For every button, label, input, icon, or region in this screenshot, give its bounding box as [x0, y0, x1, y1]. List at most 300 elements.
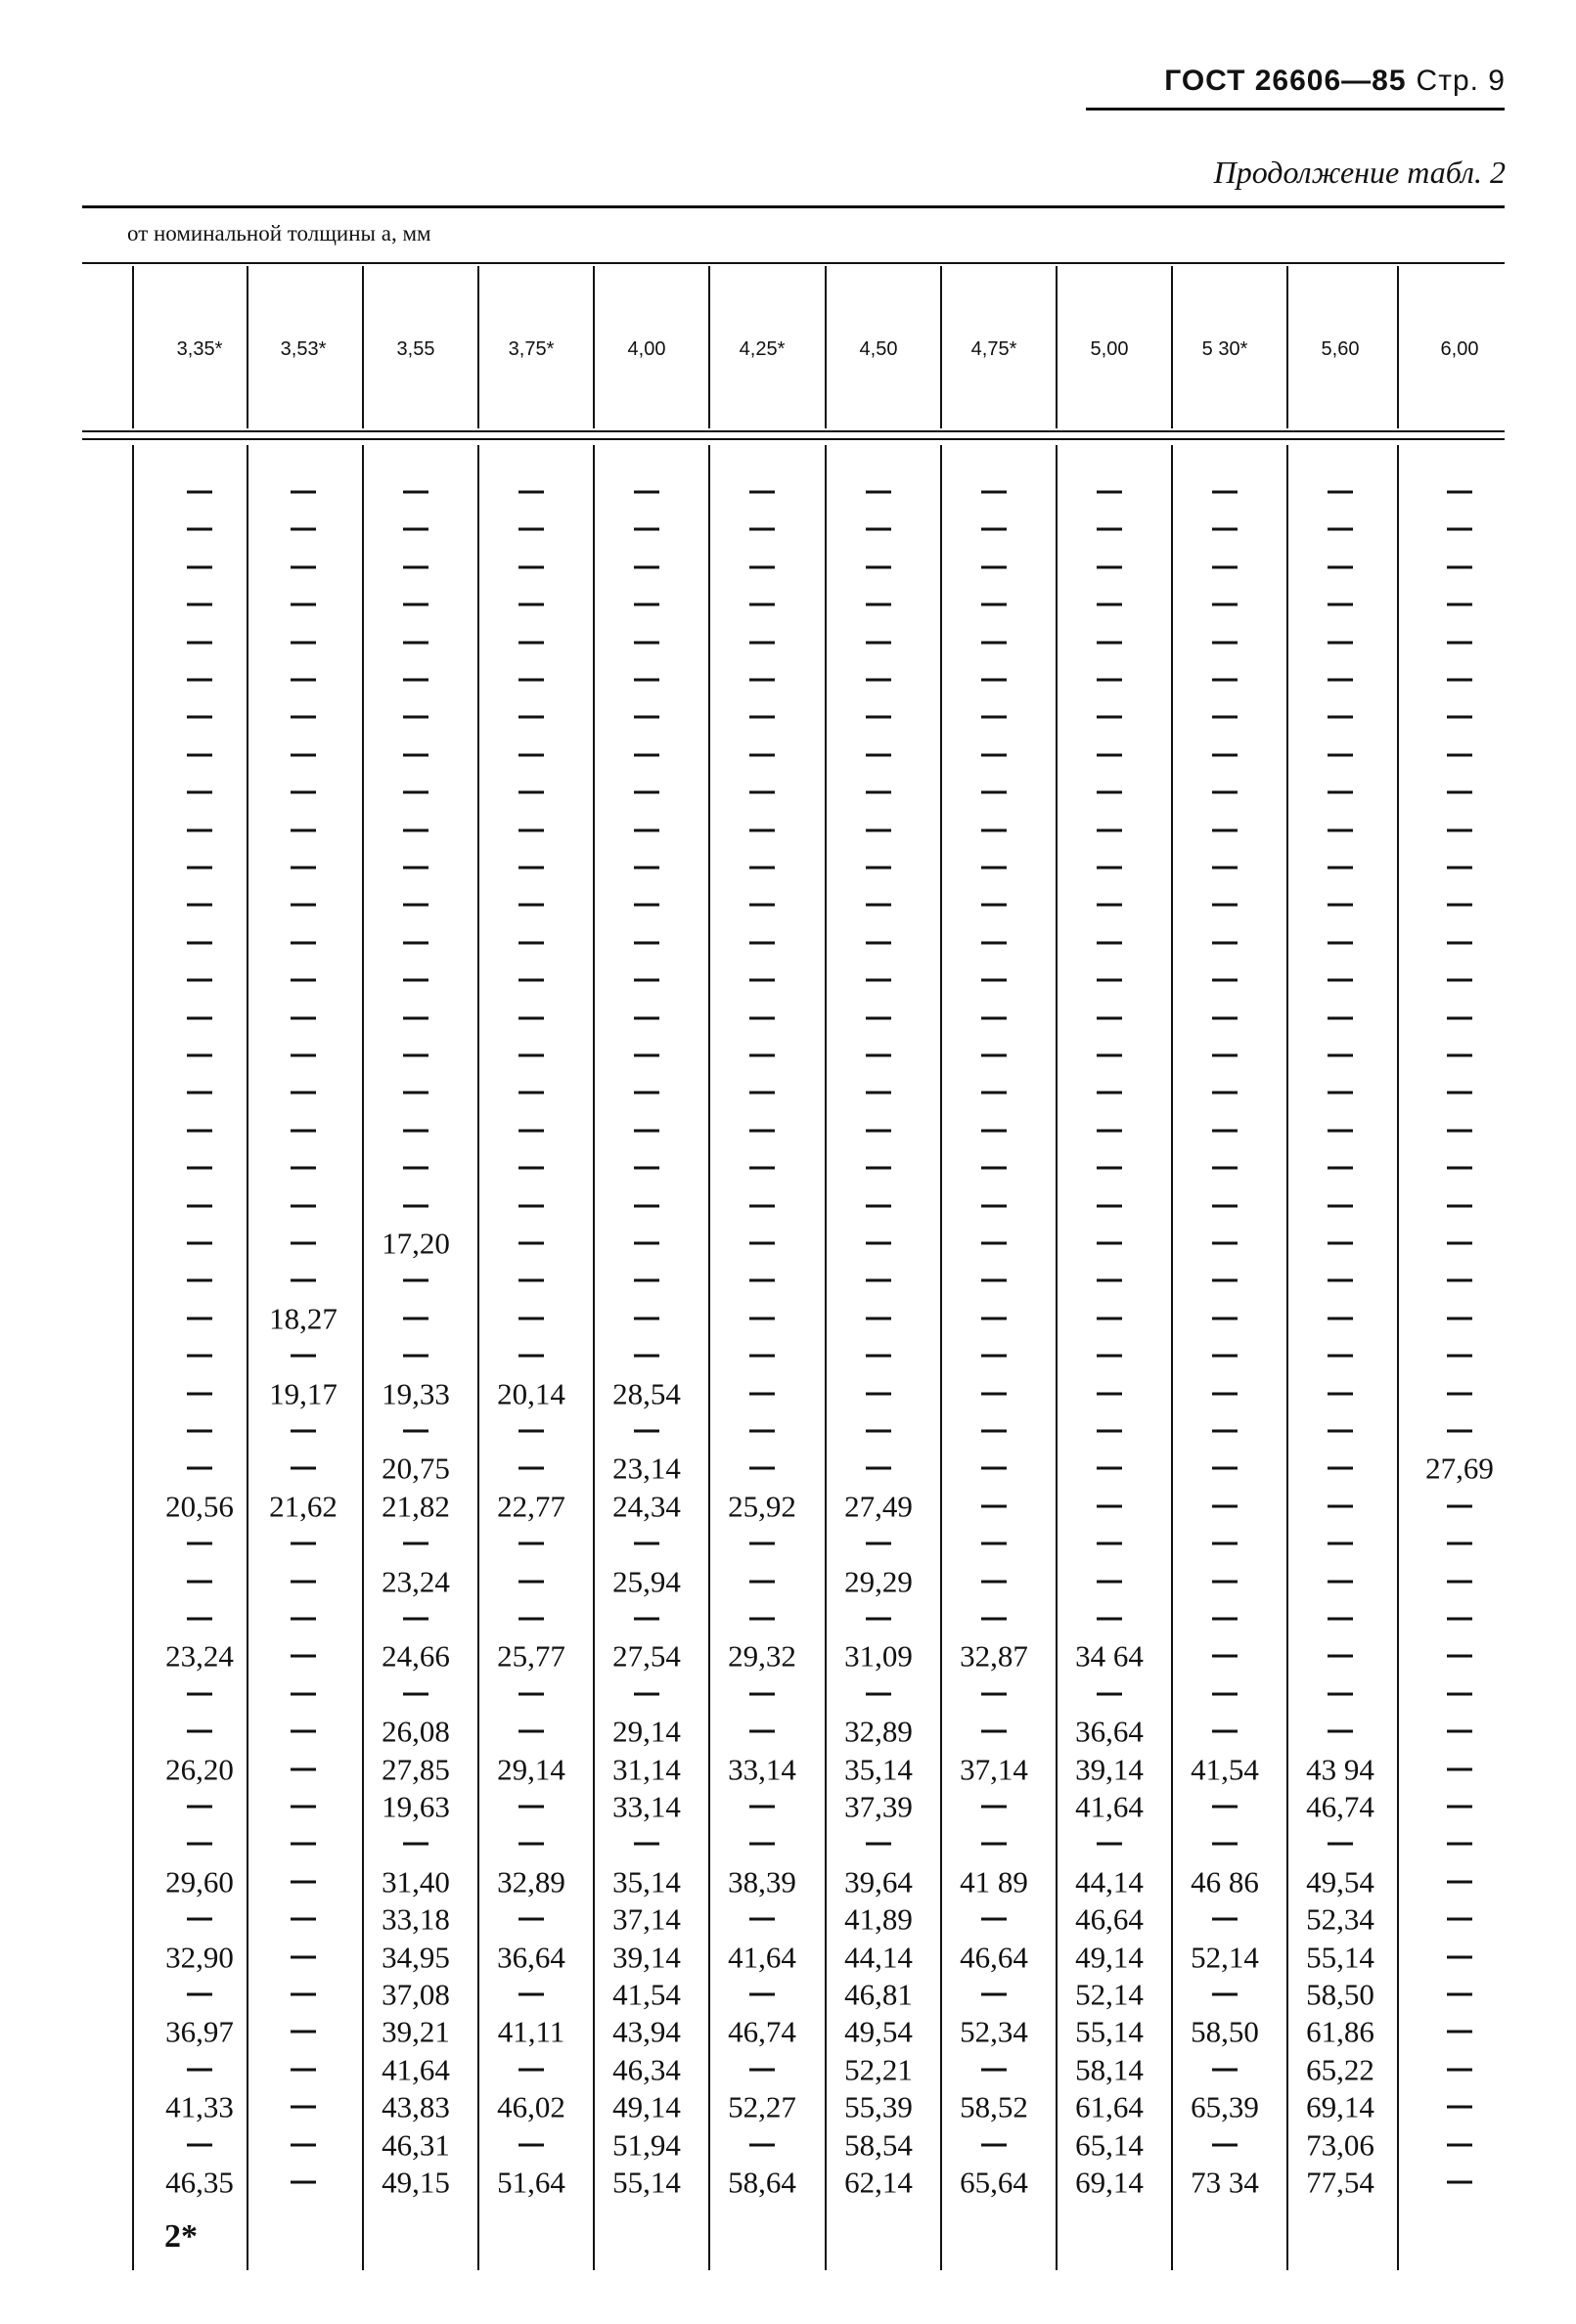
- table-cell: 52,14: [1191, 1940, 1259, 1975]
- dash-mark: [749, 1204, 775, 1207]
- dash-mark: [1212, 679, 1238, 682]
- dash-mark: [1097, 791, 1122, 794]
- dash-mark: [291, 1129, 316, 1132]
- dash-mark: [1328, 641, 1353, 644]
- column-header: 3,35*: [176, 338, 223, 360]
- dash-mark: [1447, 716, 1472, 719]
- dash-mark: [518, 1204, 544, 1207]
- dash-mark: [518, 491, 544, 494]
- dash-mark: [187, 1580, 212, 1583]
- dash-mark: [187, 1129, 212, 1132]
- header-rule-upper: [82, 430, 1505, 432]
- dash-mark: [187, 1993, 212, 1996]
- table-cell: 29,60: [165, 1864, 234, 1899]
- dash-mark: [749, 1242, 775, 1245]
- dash-mark: [981, 941, 1007, 944]
- dash-mark: [749, 1580, 775, 1583]
- dash-mark: [1097, 528, 1122, 531]
- dash-mark: [981, 1843, 1007, 1846]
- table-cell: 20,75: [382, 1451, 450, 1486]
- table-cell: 52,34: [960, 2014, 1028, 2049]
- table-cell: 58,50: [1191, 2014, 1259, 2049]
- dash-mark: [1328, 716, 1353, 719]
- dash-mark: [1097, 1392, 1122, 1395]
- dash-mark: [187, 1016, 212, 1019]
- dash-mark: [866, 603, 891, 606]
- dash-mark: [187, 1806, 212, 1809]
- dash-mark: [1328, 1618, 1353, 1621]
- dash-mark: [187, 2068, 212, 2071]
- dash-mark: [518, 1129, 544, 1132]
- dash-mark: [981, 1054, 1007, 1057]
- dash-mark: [291, 1204, 316, 1207]
- dash-mark: [187, 828, 212, 831]
- dash-mark: [403, 828, 428, 831]
- dash-mark: [518, 979, 544, 982]
- dash-mark: [634, 1016, 659, 1019]
- dash-mark: [1328, 1167, 1353, 1170]
- document-header: [1164, 65, 1506, 98]
- dash-mark: [291, 491, 316, 494]
- column-divider: [247, 445, 248, 2270]
- dash-mark: [403, 1692, 428, 1695]
- dash-mark: [1212, 1806, 1238, 1809]
- dash-mark: [1212, 603, 1238, 606]
- dash-mark: [1097, 753, 1122, 756]
- dash-mark: [403, 679, 428, 682]
- dash-mark: [291, 1767, 316, 1770]
- table-cell: 36,97: [165, 2014, 234, 2049]
- table-cell: 36,64: [1075, 1714, 1144, 1749]
- dash-mark: [1212, 1618, 1238, 1621]
- table-cell: 62,14: [844, 2165, 913, 2200]
- column-divider: [362, 445, 364, 2270]
- dash-mark: [749, 679, 775, 682]
- dash-mark: [518, 528, 544, 531]
- dash-mark: [634, 1692, 659, 1695]
- dash-mark: [1097, 1242, 1122, 1245]
- dash-mark: [981, 753, 1007, 756]
- dash-mark: [403, 1618, 428, 1621]
- dash-mark: [634, 565, 659, 568]
- column-divider: [1056, 445, 1058, 2270]
- dash-mark: [749, 904, 775, 907]
- table-cell: 65,14: [1075, 2127, 1144, 2163]
- dash-mark: [518, 1092, 544, 1095]
- dash-mark: [291, 1279, 316, 1282]
- dash-mark: [291, 2106, 316, 2109]
- table-cell: 41,64: [728, 1940, 796, 1975]
- dash-mark: [403, 791, 428, 794]
- dash-mark: [1447, 2068, 1472, 2071]
- dash-mark: [866, 828, 891, 831]
- table-cell: 39,14: [612, 1940, 681, 1975]
- table-cell: 41 89: [960, 1864, 1028, 1899]
- dash-mark: [518, 1542, 544, 1545]
- header-column-divider: [1397, 266, 1399, 428]
- column-divider: [1171, 445, 1173, 2270]
- dash-mark: [187, 753, 212, 756]
- dash-mark: [866, 528, 891, 531]
- dash-mark: [981, 867, 1007, 870]
- dash-mark: [291, 867, 316, 870]
- table-cell: 46,64: [1075, 1901, 1144, 1937]
- dash-mark: [403, 1843, 428, 1846]
- dash-mark: [749, 1692, 775, 1695]
- table-title: Продолжение табл. 2: [1213, 155, 1506, 190]
- dash-mark: [1097, 1467, 1122, 1470]
- dash-mark: [403, 1430, 428, 1433]
- table-cell: 37,14: [612, 1901, 681, 1937]
- dash-mark: [187, 941, 212, 944]
- dash-mark: [291, 1993, 316, 1996]
- header-column-divider: [708, 266, 710, 428]
- table-cell: 29,32: [728, 1638, 796, 1674]
- dash-mark: [634, 1542, 659, 1545]
- dash-mark: [291, 1806, 316, 1809]
- dash-mark: [1447, 979, 1472, 982]
- dash-mark: [749, 791, 775, 794]
- dash-mark: [1097, 565, 1122, 568]
- table-cell: 33,14: [728, 1752, 796, 1787]
- dash-mark: [1097, 867, 1122, 870]
- dash-mark: [1212, 491, 1238, 494]
- dash-mark: [1328, 1692, 1353, 1695]
- header-rule: [1086, 108, 1505, 111]
- dash-mark: [1212, 791, 1238, 794]
- dash-mark: [1212, 1242, 1238, 1245]
- dash-mark: [1328, 528, 1353, 531]
- table-cell: 77,54: [1306, 2165, 1374, 2200]
- column-divider: [1397, 445, 1399, 2270]
- dash-mark: [403, 641, 428, 644]
- header-column-divider: [1286, 266, 1288, 428]
- dash-mark: [1097, 491, 1122, 494]
- dash-mark: [291, 528, 316, 531]
- table-cell: 31,14: [612, 1752, 681, 1787]
- dash-mark: [981, 1167, 1007, 1170]
- dash-mark: [981, 1730, 1007, 1733]
- dash-mark: [634, 528, 659, 531]
- dash-mark: [981, 1542, 1007, 1545]
- dash-mark: [1328, 1016, 1353, 1019]
- dash-mark: [518, 753, 544, 756]
- dash-mark: [187, 979, 212, 982]
- dash-mark: [1447, 2181, 1472, 2184]
- dash-mark: [1447, 867, 1472, 870]
- dash-mark: [291, 1167, 316, 1170]
- table-cell: 44,14: [844, 1940, 913, 1975]
- dash-mark: [1447, 1880, 1472, 1883]
- column-header: 3,55: [396, 338, 435, 360]
- dash-mark: [866, 641, 891, 644]
- dash-mark: [518, 603, 544, 606]
- dash-mark: [518, 867, 544, 870]
- table-cell: 51,94: [612, 2127, 681, 2163]
- column-divider: [477, 445, 479, 2270]
- dash-mark: [981, 1993, 1007, 1996]
- dash-mark: [981, 1242, 1007, 1245]
- table-cell: 69,14: [1306, 2089, 1374, 2124]
- dash-mark: [1328, 1580, 1353, 1583]
- dash-mark: [634, 641, 659, 644]
- table-cell: 28,54: [612, 1376, 681, 1411]
- dash-mark: [866, 1467, 891, 1470]
- dash-mark: [749, 979, 775, 982]
- dash-mark: [187, 491, 212, 494]
- table-cell: 32,89: [497, 1864, 565, 1899]
- dash-mark: [981, 2068, 1007, 2071]
- dash-mark: [866, 1355, 891, 1358]
- dash-mark: [1097, 828, 1122, 831]
- table-cell: 73,06: [1306, 2127, 1374, 2163]
- dash-mark: [403, 1542, 428, 1545]
- dash-mark: [187, 1092, 212, 1095]
- table-cell: 41,64: [1075, 1789, 1144, 1824]
- dash-mark: [1097, 904, 1122, 907]
- dash-mark: [749, 1430, 775, 1433]
- table-cell: 36,64: [497, 1940, 565, 1975]
- dash-mark: [1447, 491, 1472, 494]
- dash-mark: [1212, 867, 1238, 870]
- dash-mark: [291, 2031, 316, 2034]
- table-cell: 20,56: [165, 1489, 234, 1524]
- table-cell: 37,39: [844, 1789, 913, 1824]
- dash-mark: [1212, 1129, 1238, 1132]
- dash-mark: [634, 791, 659, 794]
- dash-mark: [1097, 1167, 1122, 1170]
- column-divider: [593, 445, 595, 2270]
- dash-mark: [866, 1129, 891, 1132]
- dash-mark: [634, 753, 659, 756]
- dash-mark: [518, 1993, 544, 1996]
- dash-mark: [1212, 1918, 1238, 1921]
- dash-mark: [518, 1692, 544, 1695]
- dash-mark: [187, 1317, 212, 1319]
- dash-mark: [518, 2068, 544, 2071]
- dash-mark: [187, 565, 212, 568]
- dash-mark: [291, 679, 316, 682]
- dash-mark: [1212, 2143, 1238, 2146]
- dash-mark: [403, 1129, 428, 1132]
- table-cell: 35,14: [844, 1752, 913, 1787]
- dash-mark: [981, 979, 1007, 982]
- header-column-divider: [1171, 266, 1173, 428]
- dash-mark: [1097, 1054, 1122, 1057]
- table-cell: 21,82: [382, 1489, 450, 1524]
- table-cell: 33,18: [382, 1901, 450, 1937]
- dash-mark: [1447, 1167, 1472, 1170]
- dash-mark: [291, 2068, 316, 2071]
- table-cell: 46 86: [1191, 1864, 1259, 1899]
- dash-mark: [1212, 904, 1238, 907]
- dash-mark: [1447, 1955, 1472, 1958]
- caption-rule: [82, 262, 1505, 264]
- dash-mark: [291, 979, 316, 982]
- dash-mark: [634, 716, 659, 719]
- dash-mark: [291, 1016, 316, 1019]
- dash-mark: [518, 904, 544, 907]
- dash-mark: [1097, 1542, 1122, 1545]
- dash-mark: [749, 565, 775, 568]
- table-cell: 55,14: [1075, 2014, 1144, 2049]
- dash-mark: [1328, 828, 1353, 831]
- dash-mark: [866, 941, 891, 944]
- dash-mark: [1212, 1843, 1238, 1846]
- table-cell: 41,33: [165, 2089, 234, 2124]
- dash-mark: [634, 941, 659, 944]
- column-divider: [1286, 445, 1288, 2270]
- table-cell: 31,40: [382, 1864, 450, 1899]
- dash-mark: [634, 1242, 659, 1245]
- dash-mark: [1447, 2143, 1472, 2146]
- dash-mark: [403, 941, 428, 944]
- table-cell: 44,14: [1075, 1864, 1144, 1899]
- dash-mark: [1212, 1054, 1238, 1057]
- dash-mark: [403, 1167, 428, 1170]
- table-cell: 37,14: [960, 1752, 1028, 1787]
- dash-mark: [1447, 528, 1472, 531]
- dash-mark: [187, 791, 212, 794]
- dash-mark: [981, 603, 1007, 606]
- dash-mark: [866, 1618, 891, 1621]
- dash-mark: [1447, 828, 1472, 831]
- table-cell: 55,14: [612, 2165, 681, 2200]
- dash-mark: [1212, 1655, 1238, 1658]
- dash-mark: [518, 716, 544, 719]
- dash-mark: [981, 1016, 1007, 1019]
- table-cell: 32,89: [844, 1714, 913, 1749]
- dash-mark: [1447, 1392, 1472, 1395]
- dash-mark: [187, 1542, 212, 1545]
- table-cell: 46,31: [382, 2127, 450, 2163]
- table-cell: 49,54: [844, 2014, 913, 2049]
- dash-mark: [518, 565, 544, 568]
- dash-mark: [981, 1279, 1007, 1282]
- dash-mark: [634, 1317, 659, 1319]
- dash-mark: [518, 828, 544, 831]
- dash-mark: [403, 1092, 428, 1095]
- dash-mark: [634, 904, 659, 907]
- dash-mark: [403, 1054, 428, 1057]
- table-cell: 29,14: [612, 1714, 681, 1749]
- dash-mark: [1328, 679, 1353, 682]
- table-cell: 58,14: [1075, 2052, 1144, 2087]
- dash-mark: [1212, 528, 1238, 531]
- dash-mark: [1212, 1204, 1238, 1207]
- dash-mark: [187, 1392, 212, 1395]
- dash-mark: [403, 867, 428, 870]
- dash-mark: [866, 1242, 891, 1245]
- header-column-divider: [132, 266, 134, 428]
- header-rule-lower: [82, 438, 1505, 440]
- table-cell: 25,77: [497, 1638, 565, 1674]
- dash-mark: [187, 716, 212, 719]
- dash-mark: [634, 828, 659, 831]
- dash-mark: [518, 1317, 544, 1319]
- dash-mark: [866, 1279, 891, 1282]
- dash-mark: [518, 1242, 544, 1245]
- dash-mark: [187, 1167, 212, 1170]
- dash-mark: [1447, 565, 1472, 568]
- table-cell: 19,17: [269, 1376, 338, 1411]
- table-cell: 38,39: [728, 1864, 796, 1899]
- dash-mark: [291, 1880, 316, 1883]
- column-header: 4,00: [627, 338, 666, 360]
- dash-mark: [1447, 1355, 1472, 1358]
- table-cell: 39,14: [1075, 1752, 1144, 1787]
- dash-mark: [291, 1580, 316, 1583]
- table-cell: 65,39: [1191, 2089, 1259, 2124]
- dash-mark: [518, 641, 544, 644]
- column-header: 3,53*: [280, 338, 327, 360]
- dash-mark: [1212, 1392, 1238, 1395]
- table-cell: 43,94: [612, 2014, 681, 2049]
- column-header: 4,25*: [739, 338, 786, 360]
- dash-mark: [981, 828, 1007, 831]
- dash-mark: [981, 528, 1007, 531]
- table-cell: 61,64: [1075, 2089, 1144, 2124]
- dash-mark: [866, 1317, 891, 1319]
- dash-mark: [518, 1167, 544, 1170]
- dash-mark: [866, 1016, 891, 1019]
- dash-mark: [187, 1467, 212, 1470]
- dash-mark: [1328, 1504, 1353, 1507]
- header-column-divider: [593, 266, 595, 428]
- dash-mark: [634, 1054, 659, 1057]
- dash-mark: [1447, 904, 1472, 907]
- table-cell: 55,14: [1306, 1940, 1374, 1975]
- header-column-divider: [247, 266, 248, 428]
- table-cell: 31,09: [844, 1638, 913, 1674]
- dash-mark: [1212, 2068, 1238, 2071]
- table-cell: 41,89: [844, 1901, 913, 1937]
- dash-mark: [866, 1054, 891, 1057]
- dash-mark: [291, 2143, 316, 2146]
- dash-mark: [187, 2143, 212, 2146]
- dash-mark: [749, 867, 775, 870]
- table-cell: 46,64: [960, 1940, 1028, 1975]
- dash-mark: [749, 1129, 775, 1132]
- dash-mark: [981, 1806, 1007, 1809]
- dash-mark: [187, 1918, 212, 1921]
- dash-mark: [518, 1580, 544, 1583]
- dash-mark: [291, 1918, 316, 1921]
- dash-mark: [981, 2143, 1007, 2146]
- dash-mark: [749, 1993, 775, 1996]
- dash-mark: [1447, 1504, 1472, 1507]
- table-cell: 27,85: [382, 1752, 450, 1787]
- dash-mark: [518, 1430, 544, 1433]
- dash-mark: [749, 753, 775, 756]
- table-cell: 41,54: [1191, 1752, 1259, 1787]
- dash-mark: [403, 979, 428, 982]
- dash-mark: [518, 2143, 544, 2146]
- dash-mark: [1447, 1242, 1472, 1245]
- dash-mark: [981, 1355, 1007, 1358]
- dash-mark: [518, 1618, 544, 1621]
- table-cell: 49,54: [1306, 1864, 1374, 1899]
- dash-mark: [749, 1730, 775, 1733]
- table-cell: 65,22: [1306, 2052, 1374, 2087]
- dash-mark: [1447, 1279, 1472, 1282]
- dash-mark: [518, 941, 544, 944]
- dash-mark: [1097, 603, 1122, 606]
- table-cell: 49,14: [1075, 1940, 1144, 1975]
- dash-mark: [1447, 1204, 1472, 1207]
- dash-mark: [634, 1129, 659, 1132]
- dash-mark: [749, 528, 775, 531]
